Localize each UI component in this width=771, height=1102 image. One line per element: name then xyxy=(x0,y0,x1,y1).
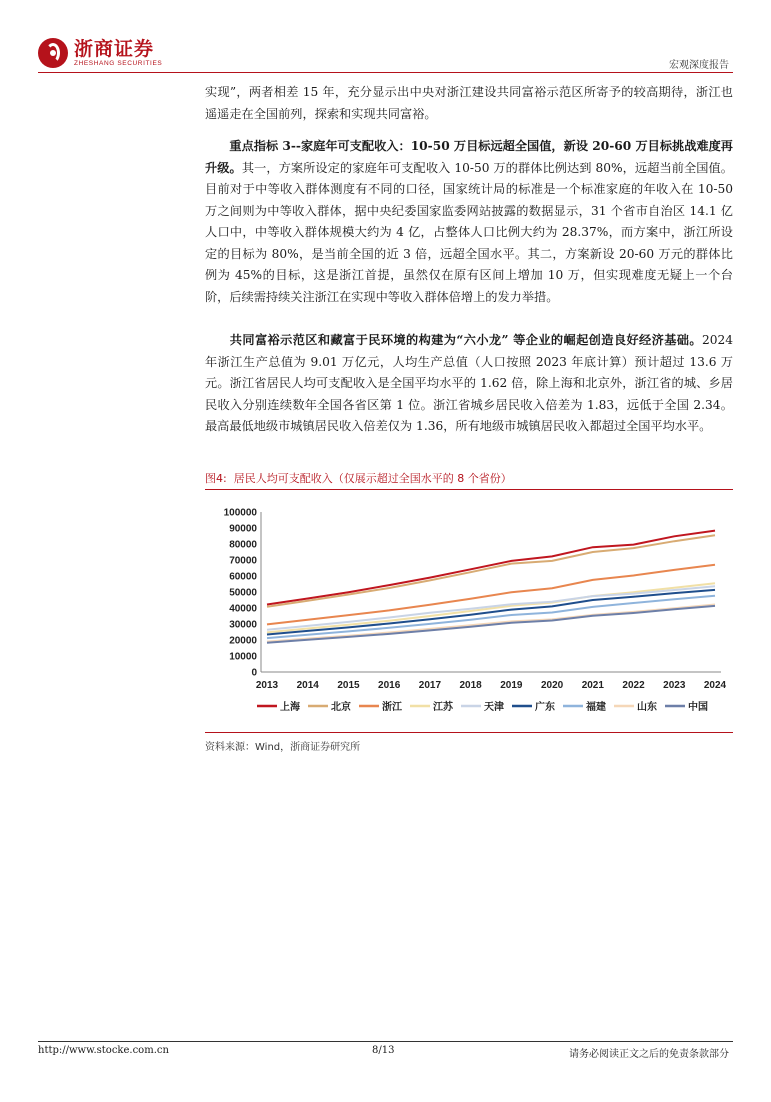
x-tick-label: 2015 xyxy=(337,680,360,691)
legend-label: 天津 xyxy=(484,702,504,713)
legend-label: 浙江 xyxy=(382,702,402,713)
y-tick-label: 0 xyxy=(251,667,257,679)
logo-icon xyxy=(38,38,68,68)
paragraph-1-text: 实现”，两者相差 15 年，充分显示出中央对浙江建设共同富裕示范区所寄予的较高期待，浙江也遥遥走在全国前列，探索和实现共同富裕。 xyxy=(205,85,733,121)
y-tick-label: 90000 xyxy=(229,523,257,535)
legend-label: 福建 xyxy=(586,702,606,713)
figure-title: 居民人均可支配收入（仅展示超过全国水平的 8 个省份） xyxy=(233,472,512,485)
y-tick-label: 40000 xyxy=(229,603,257,615)
x-tick-label: 2018 xyxy=(459,680,482,691)
x-tick-label: 2013 xyxy=(255,680,279,691)
page-number: 8/13 xyxy=(372,1045,395,1056)
y-tick-label: 30000 xyxy=(229,619,257,631)
legend-label: 北京 xyxy=(331,702,351,713)
footer-disclaimer: 请务必阅读正文之后的免责条款部分 xyxy=(569,1049,729,1060)
figure-label: 图4: xyxy=(205,472,227,485)
footer-divider xyxy=(38,1041,733,1042)
y-tick-label: 60000 xyxy=(229,571,257,583)
y-tick-label: 80000 xyxy=(229,539,257,551)
legend-label: 中国 xyxy=(688,702,708,713)
x-tick-label: 2022 xyxy=(622,680,645,691)
x-tick-label: 2016 xyxy=(378,680,401,691)
x-tick-label: 2024 xyxy=(703,680,727,691)
legend-label: 上海 xyxy=(280,702,300,713)
paragraph-3-heading: 共同富裕示范区和藏富于民环境的构建为“六小龙” 等企业的崛起创造良好经济基础。 xyxy=(229,333,702,347)
company-logo xyxy=(38,38,162,68)
paragraph-1 xyxy=(205,82,733,125)
paragraph-3-text: 2024 年浙江生产总值为 9.01 万亿元，人均生产总值（人口按照 2023 年底计算）预计超过 13.6 万元。浙江省居民人均可支配收入是全国平均水平的 1.62 倍，除上海和北京外，浙江省的城、乡居民收入分别连续数年全国各省区第 1 位。浙江省城乡居民收入倍差为 1.83，远低于全国 2.34。最高最低地级市城镇居民收入倍差仅为 1.36，所有地级市城镇居民收入都超过全国平均水平。 xyxy=(205,333,733,433)
x-tick-label: 2020 xyxy=(540,680,564,691)
report-type: 宏观深度报告 xyxy=(669,60,729,71)
header-divider xyxy=(38,72,733,73)
figure-bottom-rule xyxy=(205,732,733,733)
figure-caption xyxy=(205,470,512,486)
y-tick-label: 20000 xyxy=(229,635,257,647)
y-tick-label: 70000 xyxy=(229,555,257,567)
y-tick-label: 100000 xyxy=(223,507,257,519)
paragraph-2-text: 其一，方案所设定的家庭年可支配收入 10-50 万的群体比例达到 80%，远超当前全国值。目前对于中等收入群体测度有不同的口径，国家统计局的标准是一个标准家庭的年收入在 10-50 万之间则为中等收入群体，据中央纪委国家监委网站披露的数据显示，31 个省市自治区 14.1 亿人口中，中等收入群体规模大约为 4 亿，占整体人口比例大约为 28.37%，而方案中，浙江所设定的目标为 80%，是当前全国的近 3 倍，远超全国水平。其二，方案新设 20-60 万元的群体比例为 45%的目标，这是浙江首提，虽然仅在原有区间上增加 10 万，但实现难度无疑上一个台阶，后续需持续关注浙江在实现中等收入群体倍增上的发力举措。 xyxy=(205,160,733,304)
x-tick-label: 2017 xyxy=(418,680,442,691)
paragraph-2 xyxy=(205,136,733,308)
figure-source: 资料来源：Wind，浙商证券研究所 xyxy=(205,742,361,753)
y-tick-label: 50000 xyxy=(229,587,257,599)
legend-label: 山东 xyxy=(637,702,657,713)
footer-url[interactable]: http://www.stocke.com.cn xyxy=(38,1045,169,1056)
paragraph-3 xyxy=(205,330,733,438)
x-tick-label: 2019 xyxy=(500,680,523,691)
y-tick-label: 10000 xyxy=(229,651,257,663)
paragraph-2-heading: 重点指标 3--家庭年可支配收入：10-50 万目标远超全国值，新设 20-60 万目标挑战难度再升级。 xyxy=(205,139,733,175)
x-tick-label: 2014 xyxy=(296,680,319,691)
legend-label: 江苏 xyxy=(433,702,453,713)
logo-name-en: ZHESHANG SECURITIES xyxy=(74,59,163,67)
logo-name-cn: 浙商证券 xyxy=(74,37,155,60)
legend-label: 广东 xyxy=(535,702,555,713)
income-line-chart xyxy=(205,492,733,730)
x-tick-label: 2023 xyxy=(663,680,686,691)
figure-top-rule xyxy=(205,489,733,490)
x-tick-label: 2021 xyxy=(581,680,604,691)
